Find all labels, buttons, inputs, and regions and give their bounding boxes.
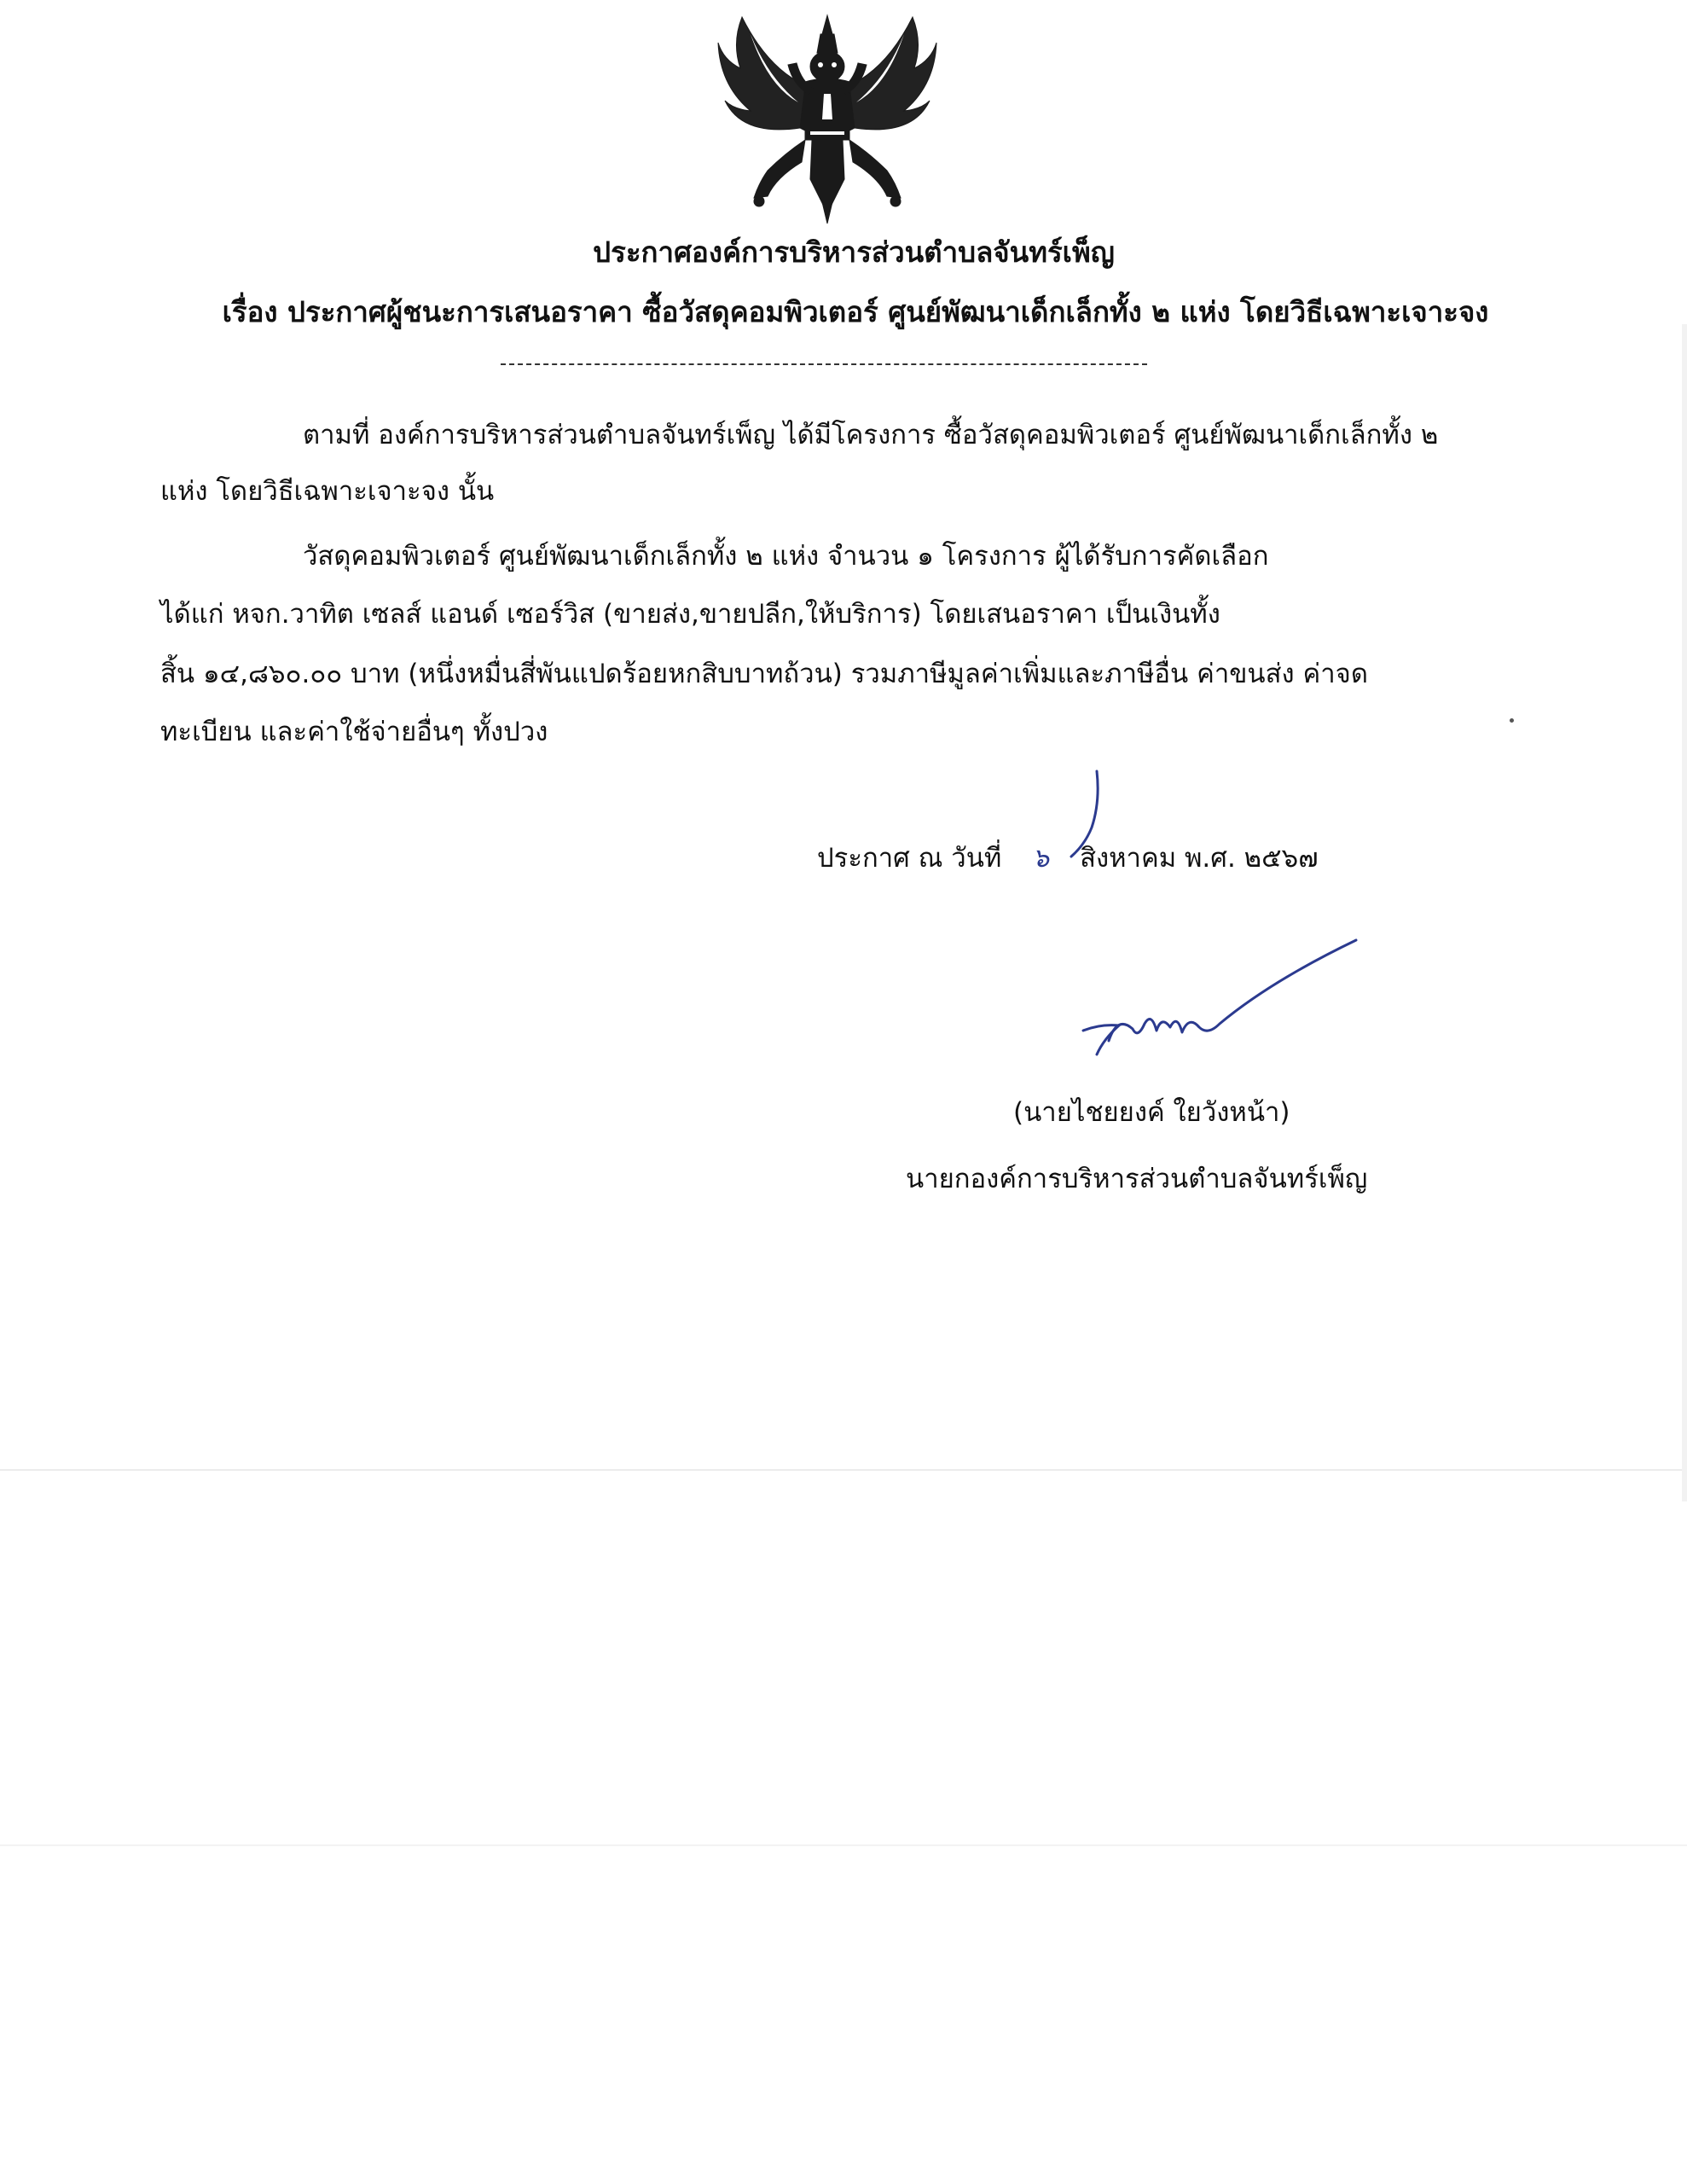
date-suffix: สิงหาคม พ.ศ. ๒๕๖๗	[1080, 843, 1319, 874]
signer-position: นายกองค์การบริหารส่วนตำบลจันทร์เพ็ญ	[906, 1164, 1368, 1194]
date-day-handwritten: ๖	[1032, 843, 1050, 874]
paragraph-line: ทะเบียน และค่าใช้จ่ายอื่นๆ ทั้งปวง	[160, 717, 548, 747]
signature-icon	[1066, 930, 1373, 1058]
paragraph-line: ตามที่ องค์การบริหารส่วนตำบลจันทร์เพ็ญ ได้มีโครงการ ซื้อวัสดุคอมพิวเตอร์ ศูนย์พัฒนาเด็กเล็กทั้ง ๒	[303, 420, 1439, 450]
garuda-emblem-icon	[716, 0, 938, 232]
announcement-subject: เรื่อง ประกาศผู้ชนะการเสนอราคา ซื้อวัสดุคอมพิวเตอร์ ศูนย์พัฒนาเด็กเล็กทั้ง ๒ แห่ง โดยวิธีเฉพาะเจาะจง	[222, 295, 1489, 328]
paragraph-line: สิ้น ๑๔,๘๖๐.๐๐ บาท (หนึ่งหมื่นสี่พันแปดร้อยหกสิบบาทถ้วน) รวมภาษีมูลค่าเพิ่มและภาษีอื่น ค่าขนส่ง ค่าจด	[160, 659, 1368, 689]
scan-artifact-line	[0, 1844, 1687, 1846]
announcement-date	[817, 841, 1319, 875]
date-prefix: ประกาศ ณ วันที่	[817, 843, 1002, 874]
scan-artifact-edge	[1682, 324, 1687, 1502]
paragraph-line: แห่ง โดยวิธีเฉพาะเจาะจง นั้น	[160, 476, 495, 507]
announcement-title: ประกาศองค์การบริหารส่วนตำบลจันทร์เพ็ญ	[593, 235, 1115, 269]
dashed-divider	[501, 363, 1147, 365]
scan-speck	[1510, 718, 1514, 723]
scan-artifact-line	[0, 1469, 1687, 1471]
paragraph-line: วัสดุคอมพิวเตอร์ ศูนย์พัฒนาเด็กเล็กทั้ง ๒ แห่ง จำนวน ๑ โครงการ ผู้ได้รับการคัดเลือก	[303, 541, 1269, 572]
paragraph-line: ได้แก่ หจก.วาทิต เซลส์ แอนด์ เซอร์วิส (ขายส่ง,ขายปลีก,ให้บริการ) โดยเสนอราคา เป็นเงินทั้ง	[160, 599, 1220, 630]
signer-name: (นายไชยยงค์ ใยวังหน้า)	[1013, 1097, 1290, 1128]
